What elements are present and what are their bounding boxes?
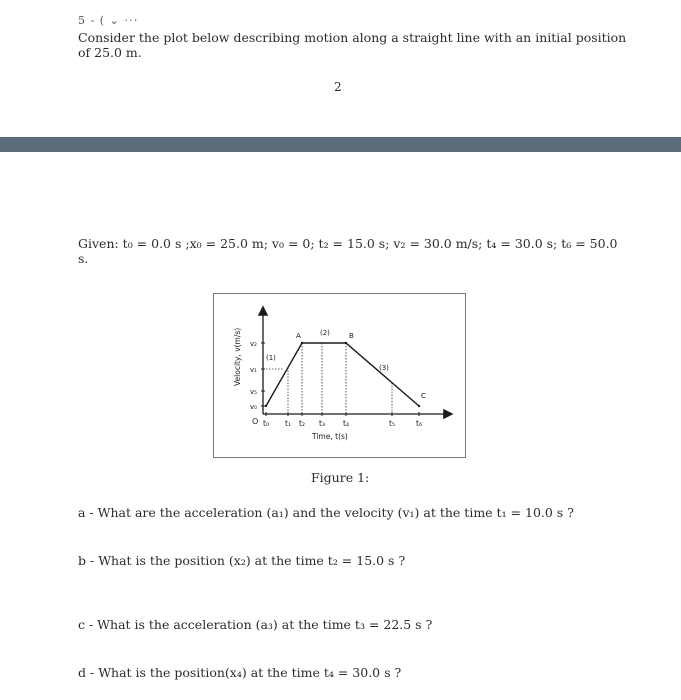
segment-label: (1) [266,354,276,362]
point-label: A [296,332,301,340]
y-tick-label: v₅ [250,388,257,396]
question-b-text: What is the position (x₂) at the time t₂ = 15.0 s ? [98,553,406,568]
y-tick-label: v₀ [250,403,257,411]
question-a-prefix: a - [78,505,98,520]
page-number: 2 [334,80,342,94]
question-d-prefix: d - [78,665,99,680]
x-axis-label: Time, t(s) [312,432,348,441]
question-d [78,665,401,680]
x-tick-label: t₅ [389,419,395,428]
question-b-prefix: b - [78,553,99,568]
question-c [78,617,432,632]
data-point [418,405,420,407]
x-tick-label: t₀ [263,419,269,428]
origin-label: O [252,417,259,426]
velocity-series-line [266,343,419,406]
figure-box [213,293,466,458]
x-tick-label: t₂ [299,419,305,428]
x-tick-label: t₁ [285,419,291,428]
x-tick-label: t₄ [343,419,349,428]
point-label: C [421,392,426,400]
question-c-text: What is the acceleration (a₃) at the time t₃ = 22.5 s ? [97,617,433,632]
problem-intro: Consider the plot below describing motion along a straight line with an initial position of 25.0 m. [78,30,627,60]
point-label: B [349,332,354,340]
problem-number: 5 - ( ⌄ ⋅⋅⋅ [78,14,139,27]
figure-caption: Figure 1: [311,470,370,485]
y-tick-label: v₁ [250,366,257,374]
y-axis-label: Velocity, v(m/s) [233,327,242,386]
x-tick-label: t₃ [319,419,325,428]
page-divider-bar [0,137,681,152]
given-values: Given: t₀ = 0.0 s ;x₀ = 25.0 m; v₀ = 0; t₂ = 15.0 s; v₂ = 30.0 m/s; t₄ = 30.0 s; t₆ = 50.0 s. [78,236,618,266]
data-point [345,342,347,344]
question-c-prefix: c - [78,617,98,632]
question-b [78,553,405,568]
data-point [265,405,267,407]
question-d-text: What is the position(x₄) at the time t₄ = 30.0 s ? [98,665,402,680]
question-a-text: What are the acceleration (a₁) and the velocity (v₁) at the time t₁ = 10.0 s ? [97,505,574,520]
velocity-time-chart [214,294,465,457]
segment-label: (2) [320,329,330,337]
question-a [78,505,574,520]
data-point [301,342,303,344]
x-tick-label: t₆ [416,419,422,428]
segment-label: (3) [379,364,389,372]
y-tick-label: v₂ [250,340,257,348]
